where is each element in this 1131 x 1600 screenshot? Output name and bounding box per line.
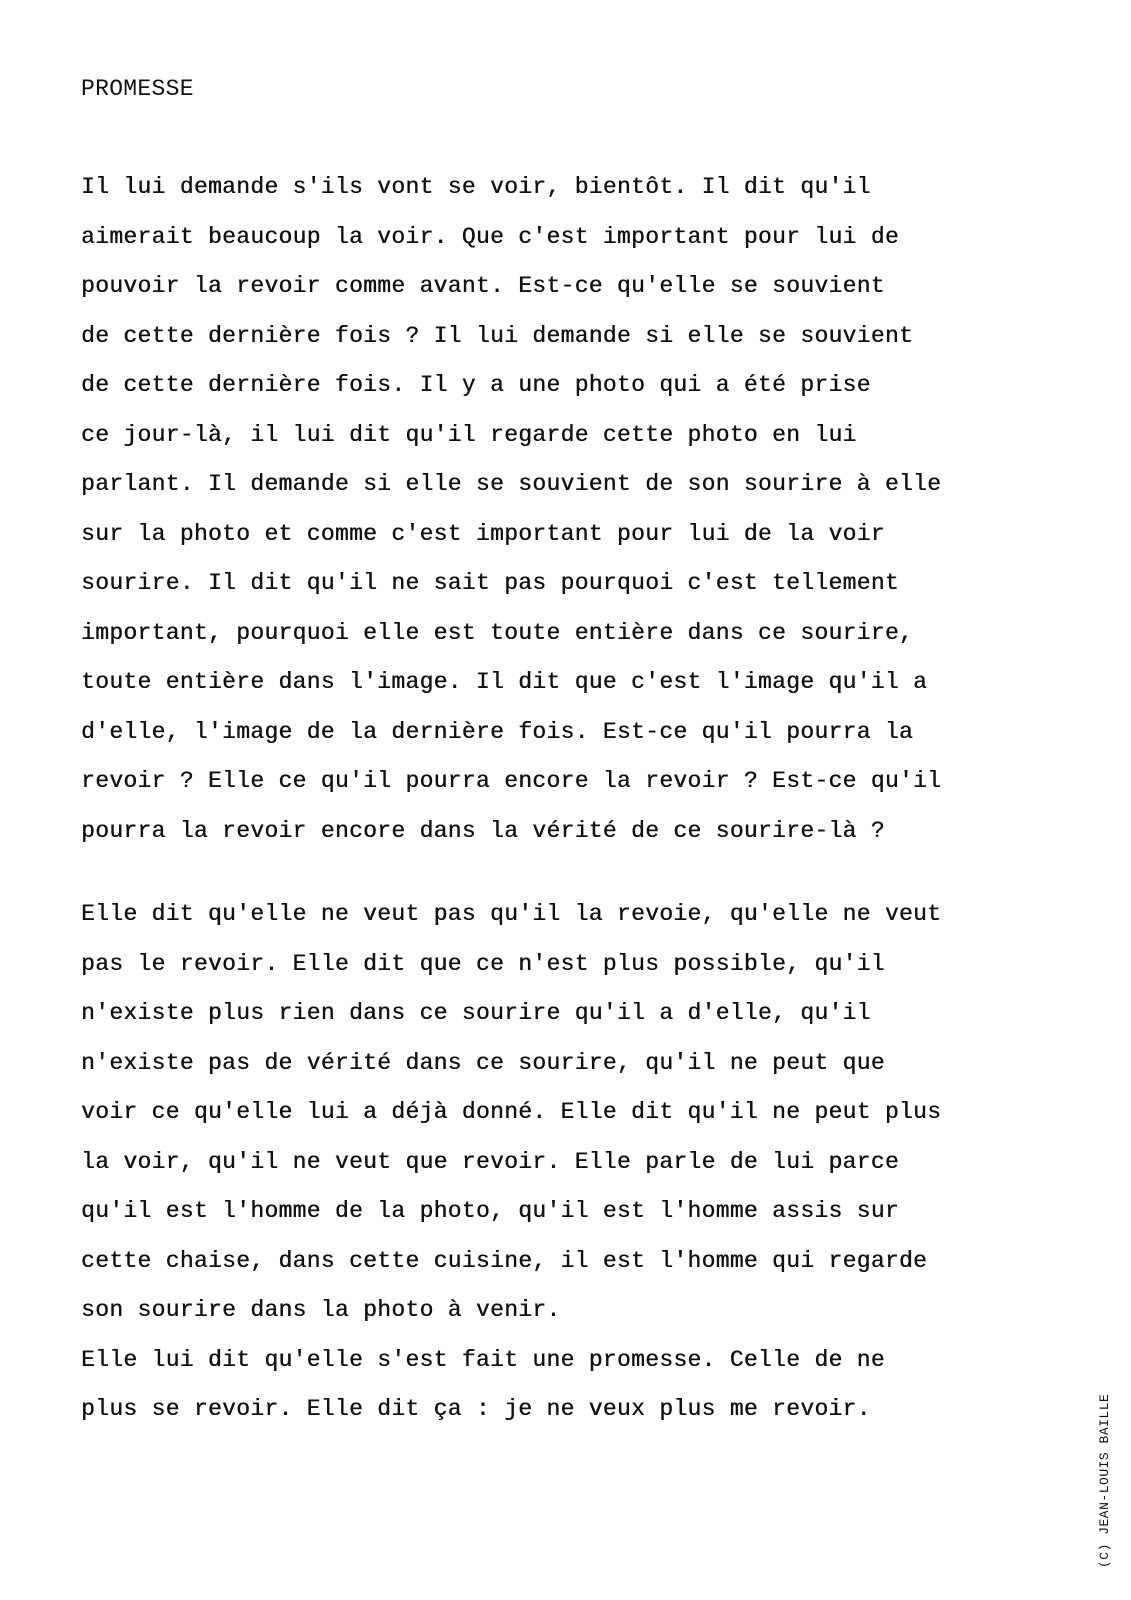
text-line: important, pourquoi elle est toute entière dans ce sourire,	[81, 619, 914, 646]
text-line: sourire. Il dit qu'il ne sait pas pourquoi c'est tellement	[81, 570, 899, 596]
text-line: parlant. Il demande si elle se souvient de son sourire à elle	[81, 471, 942, 497]
text-line: revoir ? Elle ce qu'il pourra encore la revoir ? Est-ce qu'il	[81, 768, 942, 794]
text-line: aimerait beaucoup la voir. Que c'est important pour lui de	[81, 223, 899, 250]
text-line: son sourire dans la photo à venir.	[81, 1297, 561, 1323]
copyright-credit: (C) JEAN-LOUIS BAILLE	[1097, 1393, 1112, 1568]
text-line: sur la photo et comme c'est important pour lui de la voir	[81, 520, 885, 547]
text-line: voir ce qu'elle lui a déjà donné. Elle dit qu'il ne peut plus	[81, 1099, 942, 1125]
paragraph-2	[81, 890, 941, 1435]
text-line: pourra la revoir encore dans la vérité de ce sourire-là ?	[81, 817, 885, 844]
text-line: ce jour-là, il lui dit qu'il regarde cette photo en lui	[81, 421, 857, 448]
text-line: de cette dernière fois. Il y a une photo qui a été prise	[81, 372, 871, 398]
text-line: plus se revoir. Elle dit ça : je ne veux plus me revoir.	[81, 1396, 871, 1422]
paragraph-1	[81, 163, 941, 856]
document-title: PROMESSE	[81, 76, 194, 102]
text-line: de cette dernière fois ? Il lui demande si elle se souvient	[81, 322, 914, 349]
text-line: pouvoir la revoir comme avant. Est-ce qu'elle se souvient	[81, 273, 885, 299]
text-line: n'existe plus rien dans ce sourire qu'il a d'elle, qu'il	[81, 1000, 871, 1026]
text-line: d'elle, l'image de la dernière fois. Est-ce qu'il pourra la	[81, 718, 914, 745]
text-line: pas le revoir. Elle dit que ce n'est plus possible, qu'il	[81, 950, 885, 977]
text-line: la voir, qu'il ne veut que revoir. Elle parle de lui parce	[81, 1148, 899, 1175]
text-line: Il lui demande s'ils vont se voir, bientôt. Il dit qu'il	[81, 174, 871, 200]
text-line: Elle dit qu'elle ne veut pas qu'il la revoie, qu'elle ne veut	[81, 901, 942, 927]
text-line: Elle lui dit qu'elle s'est fait une promesse. Celle de ne	[81, 1346, 885, 1373]
text-line: toute entière dans l'image. Il dit que c'est l'image qu'il a	[81, 669, 928, 695]
text-line: qu'il est l'homme de la photo, qu'il est l'homme assis sur	[81, 1198, 899, 1224]
text-line: n'existe pas de vérité dans ce sourire, qu'il ne peut que	[81, 1049, 885, 1076]
text-line: cette chaise, dans cette cuisine, il est l'homme qui regarde	[81, 1247, 928, 1274]
